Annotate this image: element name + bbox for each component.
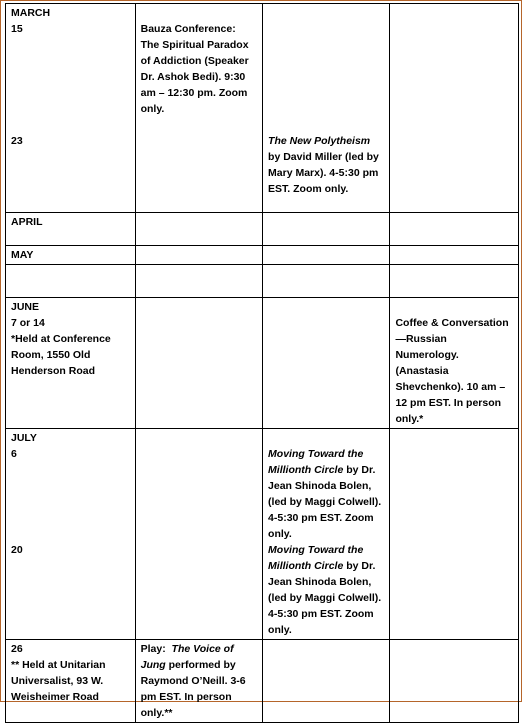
date-label: 23: [11, 135, 23, 147]
date-label: 7 or 14: [11, 317, 45, 329]
row26-col2-cell: [135, 640, 262, 723]
april-cell: [6, 213, 136, 246]
march-col3-cell: [263, 4, 390, 213]
june-col4-cell: [390, 298, 519, 429]
table-row-april: [6, 213, 519, 246]
event-title: The New Polytheism: [268, 135, 371, 147]
event-title: Moving Toward the Millionth Circle: [268, 448, 364, 476]
march-col4-cell: [390, 4, 519, 213]
july-col3-cell: [263, 429, 390, 640]
event-text: Play:: [140, 643, 172, 655]
month-label: JULY: [11, 432, 37, 444]
date-label: 26: [11, 643, 23, 655]
date-label: 15: [11, 23, 23, 35]
calendar-table: [5, 3, 519, 723]
date-label: 6: [11, 448, 17, 460]
table-row-june: [6, 298, 519, 429]
location-note: *Held at Conference Room, 1550 Old Henderson Road: [11, 333, 111, 377]
table-row-26: [6, 640, 519, 723]
may-cell: [6, 246, 136, 265]
table-row-march: [6, 4, 519, 213]
event-text: by Dr. Jean Shinoda Bolen, (led by Maggi Colwell). 4-5:30 pm EST. Zoom only.: [268, 560, 382, 636]
table-row-spacer: [6, 265, 519, 298]
month-label: JUNE: [11, 301, 40, 313]
month-label: APRIL: [11, 216, 43, 228]
july-cell: [6, 429, 136, 640]
event-text: by David Miller (led by Mary Marx). 4-5:30 pm EST. Zoom only.: [268, 151, 379, 195]
event-text: by Dr. Jean Shinoda Bolen, (led by Maggi Colwell). 4-5:30 pm EST. Zoom only.: [268, 464, 382, 540]
march-date-cell: [6, 4, 136, 213]
table-row-may: [6, 246, 519, 265]
event-title: Moving Toward the Millionth Circle: [268, 544, 364, 572]
event-text: Coffee & Conversation—Russian Numerology. (Anastasia Shevchenko). 10 am – 12 pm EST. In person only.*: [395, 317, 509, 425]
date-label: 20: [11, 544, 23, 556]
event-text: performed by Raymond O’Neill. 3-6 pm EST. In person only.**: [140, 659, 246, 719]
march-col2-cell: [135, 4, 262, 213]
location-note: ** Held at Unitarian Universalist, 93 W. Weisheimer Road: [11, 659, 106, 703]
june-cell: [6, 298, 136, 429]
event-title: The Voice of Jung: [140, 643, 234, 671]
table-row-july: [6, 429, 519, 640]
month-label: MAY: [11, 249, 34, 261]
event-text: Bauza Conference: The Spiritual Paradox of Addiction (Speaker Dr. Ashok Bedi). 9:30 am – 12:30 pm. Zoom only.: [140, 23, 249, 115]
row26-cell: [6, 640, 136, 723]
month-label: MARCH: [11, 7, 51, 19]
